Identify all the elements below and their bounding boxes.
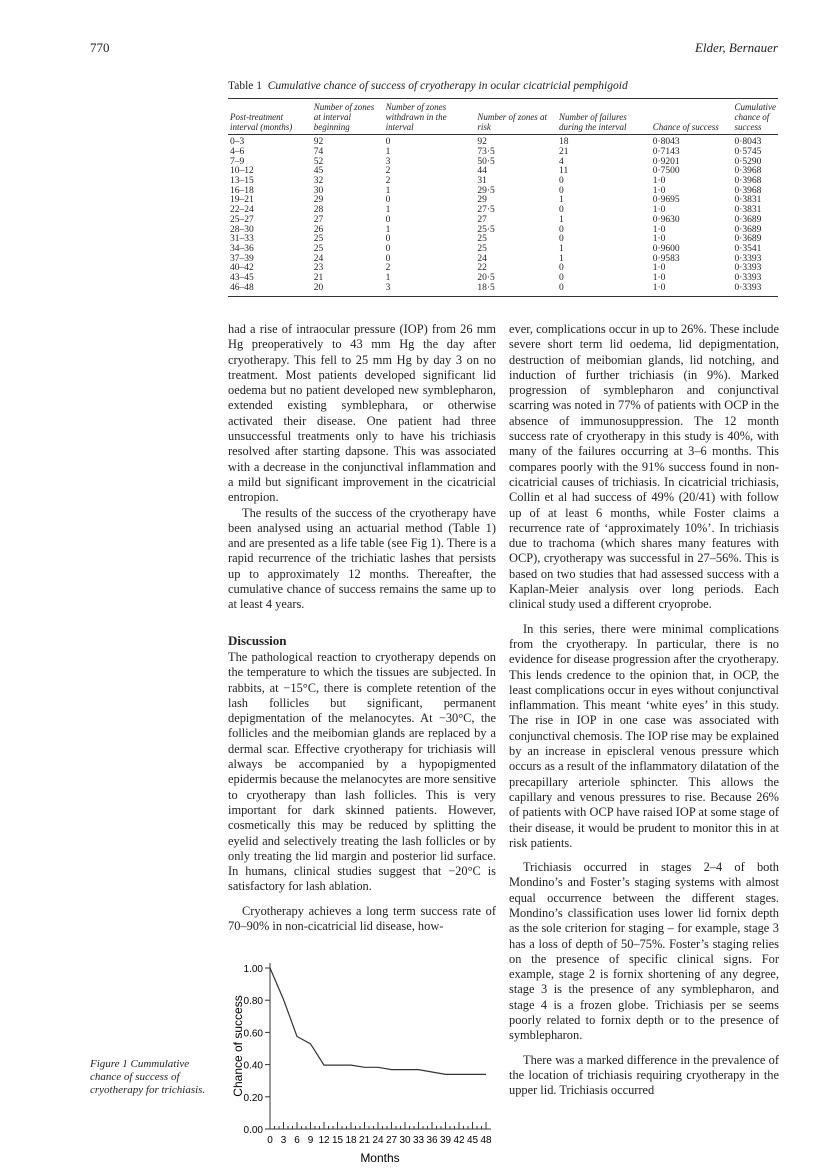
table-cell: 31 bbox=[477, 176, 487, 187]
table-cell: 0·3689 bbox=[734, 234, 762, 245]
text-column-right bbox=[509, 322, 779, 1099]
y-tick-label: 0.20 bbox=[243, 1092, 263, 1104]
table-cell: 25 bbox=[313, 243, 324, 254]
table-cell: 13–15 bbox=[230, 176, 254, 187]
cumulative-success-line bbox=[270, 968, 486, 1074]
table-cell: 22 bbox=[477, 263, 487, 274]
discussion-heading: Discussion bbox=[228, 632, 287, 648]
y-tick-label: 0.40 bbox=[243, 1060, 263, 1072]
table-cell: 1 bbox=[385, 205, 391, 216]
table-cell: 73·5 bbox=[477, 146, 495, 157]
table-caption bbox=[228, 80, 628, 92]
table-cell: 34–36 bbox=[230, 243, 254, 254]
y-tick-label: 1.00 bbox=[243, 964, 263, 975]
col-header-interval: Post-treatment interval (months) bbox=[228, 99, 312, 135]
table-cell: 0·8043 bbox=[734, 137, 762, 148]
x-tick-label: 39 bbox=[439, 1135, 452, 1146]
table-header-row bbox=[228, 99, 778, 135]
paragraph: There was a marked difference in the prevalence of the location of trichiasis requiring cryotherapy in the upper lid. Trichiasis occurred bbox=[509, 1052, 779, 1098]
table-row bbox=[228, 135, 778, 148]
table-cell: 1 bbox=[385, 185, 391, 196]
table-cell: 32 bbox=[313, 176, 324, 187]
table-row bbox=[228, 158, 778, 168]
table-cell: 0 bbox=[385, 214, 391, 225]
table-row bbox=[228, 148, 778, 158]
table-body bbox=[228, 135, 778, 297]
table-cell: 1·0 bbox=[652, 176, 666, 187]
table-cell: 18·5 bbox=[477, 282, 495, 293]
results-table bbox=[228, 98, 778, 297]
table-cell: 3 bbox=[385, 282, 391, 293]
table-cell: 1 bbox=[559, 195, 564, 206]
paragraph: had a rise of intraocular pressure (IOP) from 26 mm Hg preoperatively to 43 mm Hg the day after cryotherapy. This fell to 25 mm Hg by day 3 on no treatment. Most patients developed significant lid oedema but no patient developed new symblepharon, extended existing symblephara, or otherwise activated their disease. One patient had three unsuccessful treatments only to have his trichiasis resolved after starting dapsone. This was associated with a decrease in the conjunctival inflammation and a mild but significant improvement in the cicatricial entropion. bbox=[228, 322, 496, 505]
table-row bbox=[228, 245, 778, 255]
table-cell: 40–42 bbox=[230, 263, 254, 274]
x-tick-label: 12 bbox=[318, 1135, 330, 1146]
table-cell: 92 bbox=[477, 137, 487, 148]
table-cell: 2 bbox=[385, 166, 391, 177]
table-cell: 1 bbox=[559, 243, 564, 254]
x-tick-label: 6 bbox=[294, 1135, 300, 1146]
table-cell: 29 bbox=[477, 195, 487, 206]
x-tick-label: 33 bbox=[412, 1135, 425, 1146]
x-tick-label: 15 bbox=[331, 1135, 344, 1146]
table-row bbox=[228, 284, 778, 297]
table-cell: 27·5 bbox=[477, 205, 495, 216]
x-axis-label: Months bbox=[360, 1151, 400, 1165]
y-axis-label: Chance of success bbox=[231, 995, 245, 1097]
table-cell: 0 bbox=[559, 176, 564, 187]
table-cell: 1·0 bbox=[652, 234, 666, 245]
table-cell: 74 bbox=[313, 146, 324, 157]
col-header-failures: Number of failures during the interval bbox=[557, 99, 651, 135]
y-tick-label: 0.60 bbox=[243, 1028, 263, 1040]
text-column-left bbox=[228, 322, 496, 934]
table-cell: 29·5 bbox=[477, 185, 495, 196]
table-row bbox=[228, 264, 778, 274]
paragraph: Cryotherapy achieves a long term success rate of 70–90% in non-cicatricial lid disease, how- bbox=[228, 903, 496, 933]
table-cell: 0 bbox=[559, 282, 564, 293]
table-cell: 0·5290 bbox=[734, 156, 762, 167]
table-cell: 0·3689 bbox=[734, 214, 762, 225]
y-tick-label: 0.80 bbox=[243, 996, 263, 1008]
table-cell: 4–6 bbox=[230, 146, 245, 157]
table-cell: 1 bbox=[385, 146, 391, 157]
paragraph: The results of the success of the cryotherapy have been analysed using an actuarial method (Table 1) and are presented as a life table (see Fig 1). There is a rapid recurrence of the trichiatic lashes that persists up to approximately 12 months. Thereafter, the cumulative chance of success remains the same up to at least 4 years. bbox=[228, 505, 496, 612]
paragraph: In this series, there were minimal complications from the cryotherapy. In particular, there is no evidence for disease progression after the cryotherapy. This lends credence to the opinion that, in OCP, the least complications occur in eyes without conjunctival inflammation. This meant ‘white eyes’ in this study. The rise in IOP in one case was associated with conjunctival chemosis. The IOP rise may be explained by an increase in episcleral venous pressure which occurs as a result of the inflammatory dilatation of the precapillary arteriole sphincter. This allows the capillary and venous pressures to rise. Because 26% of patients with OCP have raised IOP at some stage of their disease, it would be prudent to monitor this in at risk patients. bbox=[509, 621, 779, 850]
table-cell: 1 bbox=[385, 273, 391, 284]
table-cell: 28–30 bbox=[230, 224, 254, 235]
x-tick-label: 21 bbox=[358, 1135, 371, 1146]
x-tick-label: 0 bbox=[267, 1135, 273, 1146]
table-cell: 20 bbox=[313, 282, 324, 293]
table-cell: 26 bbox=[313, 224, 324, 235]
table-cell: 10–12 bbox=[230, 166, 254, 177]
table-cell: 37–39 bbox=[230, 253, 254, 264]
table-cell: 1·0 bbox=[652, 224, 666, 235]
y-tick-label: 0.00 bbox=[243, 1125, 263, 1136]
table-cell: 0 bbox=[385, 243, 391, 254]
table-cell: 25–27 bbox=[230, 214, 254, 225]
table-row bbox=[228, 235, 778, 245]
paragraph: Trichiasis occurred in stages 2–4 of both Mondino’s and Foster’s staging systems with almost equal occurrence between the different stages. Mondino’s classification uses lower lid fornix depth as the sole criterion for staging – for example, stage 3 has a loss of depth of 50–75%. Foster’s staging relies on the presence of specific clinical signs. For example, stage 2 is fornix shortening of any degree, stage 3 is the presence of any symblepharon, and stage 4 is a frozen globe. Trichiasis per se seems poorly related to fornix depth or to the presence of symblepharon. bbox=[509, 860, 779, 1043]
table-cell: 0·3393 bbox=[734, 282, 762, 293]
table-cell: 24 bbox=[313, 253, 324, 264]
table-row bbox=[228, 226, 778, 236]
table-row bbox=[228, 255, 778, 265]
table-cell: 52 bbox=[313, 156, 324, 167]
table-cell: 0·3968 bbox=[734, 176, 762, 187]
table-cell: 27 bbox=[313, 214, 324, 225]
table-cell: 0·3393 bbox=[734, 273, 762, 284]
table-cell: 4 bbox=[559, 156, 564, 167]
table-cell: 23 bbox=[313, 263, 324, 274]
table-cell: 16–18 bbox=[230, 185, 254, 196]
table-cell: 0 bbox=[559, 234, 564, 245]
table-cell: 2 bbox=[385, 176, 391, 187]
paragraph: The pathological reaction to cryotherapy depends on the temperature to which the tissues are subjected. In rabbits, at −15°C, there is complete retention of the lash follicles but significant, permanent depigmentation of the melanocytes. At −30°C, the follicles and the meibomian glands are replaced by a dermal scar. Effective cryotherapy for trichiasis will always be accompanied by a hypopigmented epidermis because the melanocytes are more sensitive to cryotherapy than lash follicles. This is very important for dark skinned patients. However, cosmetically this may be reduced by splitting the eyelid and selectively treating the lash follicles or by only treating the lid margin and posterior lid surface. In humans, clinical studies suggest that −20°C is satisfactory for lash ablation. bbox=[228, 649, 496, 894]
table-cell: 0·9201 bbox=[652, 156, 680, 167]
table-row bbox=[228, 196, 778, 206]
table-cell: 46–48 bbox=[230, 282, 254, 293]
table-cell: 0·3968 bbox=[734, 185, 762, 196]
x-tick-label: 30 bbox=[399, 1135, 411, 1146]
table-cell: 18 bbox=[559, 137, 569, 148]
table-cell: 0–3 bbox=[230, 137, 245, 148]
table-cell: 0·9630 bbox=[652, 214, 680, 225]
x-tick-label: 45 bbox=[466, 1135, 479, 1146]
survival-chart bbox=[228, 958, 500, 1170]
table-cell: 0 bbox=[559, 273, 564, 284]
table-cell: 45 bbox=[313, 166, 324, 177]
table-cell: 0 bbox=[385, 253, 391, 264]
table-row bbox=[228, 274, 778, 284]
table-cell: 0·3689 bbox=[734, 224, 762, 235]
col-header-zones-beginning: Number of zones at interval beginning bbox=[312, 99, 384, 135]
table-cell: 27 bbox=[477, 214, 487, 225]
table-cell: 25·5 bbox=[477, 224, 495, 235]
table-cell: 0·3831 bbox=[734, 195, 762, 206]
table-cell: 0 bbox=[385, 195, 391, 206]
table-cell: 21 bbox=[313, 273, 324, 284]
running-head-authors: Elder, Bernauer bbox=[694, 40, 778, 55]
table-cell: 0 bbox=[559, 205, 564, 216]
table-cell: 0 bbox=[559, 185, 564, 196]
table-cell: 50·5 bbox=[477, 156, 495, 167]
table-cell: 7–9 bbox=[230, 156, 245, 167]
table-cell: 29 bbox=[313, 195, 324, 206]
table-cell: 1 bbox=[559, 253, 564, 264]
col-header-zones-at-risk: Number of zones at risk bbox=[475, 99, 557, 135]
table-row bbox=[228, 216, 778, 226]
table-cell: 0·9695 bbox=[652, 195, 680, 206]
table-cell: 0·9600 bbox=[652, 243, 680, 254]
table-cell: 1·0 bbox=[652, 205, 666, 216]
table-cell: 19–21 bbox=[230, 195, 254, 206]
col-header-chance: Chance of success bbox=[651, 99, 733, 135]
x-tick-label: 9 bbox=[307, 1135, 314, 1146]
table-cell: 1 bbox=[559, 214, 564, 225]
table-row bbox=[228, 206, 778, 216]
table-cell: 0·8043 bbox=[652, 137, 680, 148]
table-cell: 1·0 bbox=[652, 282, 666, 293]
table-cell: 92 bbox=[313, 137, 324, 148]
table-cell: 11 bbox=[559, 166, 569, 177]
table-cell: 1·0 bbox=[652, 263, 666, 274]
table-cell: 0·3393 bbox=[734, 263, 762, 274]
x-tick-label: 18 bbox=[345, 1135, 357, 1146]
table-cell: 1·0 bbox=[652, 185, 666, 196]
table-cell: 21 bbox=[559, 146, 569, 157]
x-tick-label: 24 bbox=[372, 1135, 384, 1146]
table-cell: 0·3541 bbox=[734, 243, 762, 254]
table-cell: 28 bbox=[313, 205, 324, 216]
table-cell: 0 bbox=[385, 137, 391, 148]
table-cell: 0 bbox=[559, 224, 564, 235]
table-row bbox=[228, 167, 778, 177]
table-cell: 24 bbox=[477, 253, 487, 264]
x-tick-label: 48 bbox=[480, 1135, 492, 1146]
table-cell: 25 bbox=[313, 234, 324, 245]
table-cell: 25 bbox=[477, 243, 487, 254]
table-cell: 2 bbox=[385, 263, 391, 274]
table-cell: 0·3393 bbox=[734, 253, 762, 264]
table-cell: 22–24 bbox=[230, 205, 254, 216]
table-cell: 25 bbox=[477, 234, 487, 245]
table-cell: 0 bbox=[559, 263, 564, 274]
table-cell: 43–45 bbox=[230, 273, 254, 284]
figure-caption: Figure 1 Cummulative chance of success of cryotherapy for trichiasis. bbox=[90, 1058, 206, 1096]
x-tick-label: 42 bbox=[453, 1135, 465, 1146]
table-cell: 44 bbox=[477, 166, 487, 177]
table-cell: 3 bbox=[385, 156, 391, 167]
page-number: 770 bbox=[90, 40, 110, 55]
table-cell: 0·3968 bbox=[734, 166, 762, 177]
table-cell: 0 bbox=[385, 234, 391, 245]
x-tick-label: 27 bbox=[385, 1135, 398, 1146]
table-caption-text: Cumulative chance of success of cryotherapy in ocular cicatricial pemphigoid bbox=[267, 80, 628, 92]
table-cell: 1·0 bbox=[652, 273, 666, 284]
col-header-zones-withdrawn: Number of zones withdrawn in the interval bbox=[384, 99, 476, 135]
paragraph: ever, complications occur in up to 26%. These include severe short term lid oedema, lid depigmentation, destruction of meibomian glands, lid notching, and induction of further trichiasis (in 9%). Marked progression of symblepharon and conjunctival scarring was noted in 77% of patients with OCP in the absence of immunosuppression. The 12 month success rate of cryotherapy in this study is 40%, with many of the failures occurring at 3–6 months. This compares poorly with the 91% success found in non-cicatricial causes of trichiasis. In cicatricial trichiasis, Collin et al had success of 49% (20/41) with follow up of at least 6 months, while Foster claims a recurrence rate of ‘approximately 10%’. In trichiasis due to trachoma (which shares many features with OCP), cryotherapy was successful in 27–56%. This is based on two studies that had assessed success with a Kaplan-Meier analysis over long periods. Each clinical study used a different cryoprobe. bbox=[509, 322, 779, 612]
table-row bbox=[228, 187, 778, 197]
table-row bbox=[228, 177, 778, 187]
x-tick-label: 3 bbox=[280, 1135, 287, 1146]
table-cell: 30 bbox=[313, 185, 324, 196]
table-cell: 0·9583 bbox=[652, 253, 680, 264]
table-cell: 0·3831 bbox=[734, 205, 762, 216]
col-header-cumulative: Cumulative chance of success bbox=[733, 99, 779, 135]
table-cell: 20·5 bbox=[477, 273, 495, 284]
x-tick-label: 36 bbox=[426, 1135, 438, 1146]
table-cell: 0·7143 bbox=[652, 146, 680, 157]
table-cell: 0·7500 bbox=[652, 166, 680, 177]
table-cell: 1 bbox=[385, 224, 391, 235]
table-caption-label: Table 1 bbox=[228, 80, 263, 92]
table-cell: 0·5745 bbox=[734, 146, 762, 157]
table-cell: 31–33 bbox=[230, 234, 254, 245]
